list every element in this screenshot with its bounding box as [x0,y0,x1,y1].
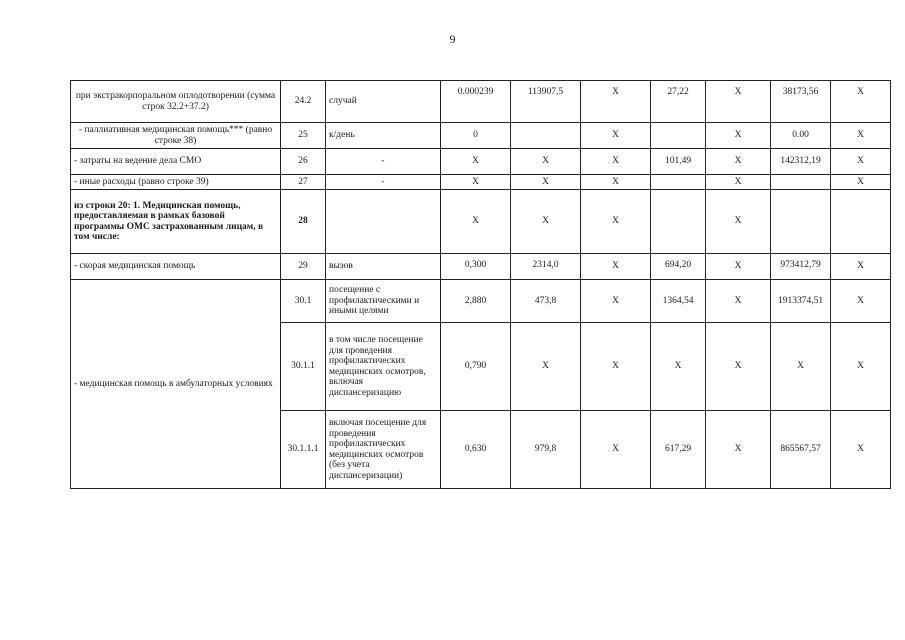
value-cell: 1913374,51 [771,280,831,323]
value-cell: 1364,54 [651,280,706,323]
value-cell: X [831,149,891,175]
value-cell: X [581,254,651,280]
value-cell [831,190,891,254]
row-name: - паллиативная медицинская помощь*** (равно строке 38) [71,123,281,149]
value-cell: 0 [441,123,511,149]
table-row [71,81,891,123]
value-cell: X [581,81,651,123]
row-unit [326,190,441,254]
row-unit: к/день [326,123,441,149]
row-name: из строки 20: 1. Медицинская помощь, предоставляемая в рамках базовой программы ОМС застрахованным лицам, в том числе: [71,190,281,254]
value-cell: 38173,56 [771,81,831,123]
value-cell: X [706,123,771,149]
value-cell: 0,630 [441,411,511,489]
row-unit: - [326,175,441,190]
value-cell: X [831,411,891,489]
table-row [71,149,891,175]
value-cell [771,175,831,190]
value-cell: 2,880 [441,280,511,323]
value-cell: 973412,79 [771,254,831,280]
row-name: - иные расходы (равно строке 39) [71,175,281,190]
value-cell: X [581,411,651,489]
value-cell: X [511,190,581,254]
row-code: 24.2 [281,81,326,123]
value-cell: X [771,323,831,411]
row-code: 26 [281,149,326,175]
value-cell: 865567,57 [771,411,831,489]
value-cell: X [831,254,891,280]
value-cell: X [511,149,581,175]
value-cell: X [706,190,771,254]
value-cell: 142312,19 [771,149,831,175]
value-cell: X [706,81,771,123]
row-unit: - [326,149,441,175]
value-cell: X [581,190,651,254]
amb-group-name: - медицинская помощь в амбулаторных условиях [71,280,281,489]
value-cell: X [831,81,891,123]
value-cell: X [651,323,706,411]
value-cell: X [581,123,651,149]
row-unit: случай [326,81,441,123]
value-cell: X [706,254,771,280]
value-cell: X [706,411,771,489]
page-number: 9 [449,32,456,46]
value-cell: X [831,323,891,411]
value-cell [651,123,706,149]
row-name: - затраты на ведение дела СМО [71,149,281,175]
table-row [71,254,891,280]
value-cell: X [581,175,651,190]
value-cell: 0,300 [441,254,511,280]
value-cell: 27,22 [651,81,706,123]
value-cell: X [581,323,651,411]
row-code: 25 [281,123,326,149]
value-cell [651,190,706,254]
value-cell: X [581,149,651,175]
table-row [71,175,891,190]
value-cell: X [831,123,891,149]
row-unit: включая посещение для проведения профилактических медицинских осмотров (без учета диспансеризации) [326,411,441,489]
table-row [71,123,891,149]
value-cell: X [511,175,581,190]
value-cell: 617,29 [651,411,706,489]
value-cell: 979,8 [511,411,581,489]
row-code: 27 [281,175,326,190]
value-cell: X [441,149,511,175]
row-name: - скорая медицинская помощь [71,254,281,280]
value-cell: 101,49 [651,149,706,175]
row-code: 30.1.1.1 [281,411,326,489]
row-code: 29 [281,254,326,280]
value-cell: 113907,5 [511,81,581,123]
row-code: 30.1 [281,280,326,323]
row-unit: в том числе посещение для проведения профилактических медицинских осмотров, включая диспансеризацию [326,323,441,411]
table-row [71,280,891,323]
value-cell: X [441,175,511,190]
value-cell: 473,8 [511,280,581,323]
row-name: при экстракорпоральном оплодотворении (сумма строк 32.2+37.2) [71,81,281,123]
table-row [71,190,891,254]
row-code: 30.1.1 [281,323,326,411]
value-cell: 0,790 [441,323,511,411]
value-cell: X [706,149,771,175]
value-cell [651,175,706,190]
financing-table [70,80,891,489]
value-cell: X [581,280,651,323]
value-cell [511,123,581,149]
row-unit: вызов [326,254,441,280]
value-cell: X [706,280,771,323]
value-cell: X [706,323,771,411]
value-cell: 694,20 [651,254,706,280]
row-code: 28 [281,190,326,254]
value-cell: X [511,323,581,411]
value-cell: 0.00 [771,123,831,149]
value-cell [771,190,831,254]
value-cell: 2314,0 [511,254,581,280]
row-unit: посещение с профилактическими и иными целями [326,280,441,323]
value-cell: X [831,175,891,190]
value-cell: 0.000239 [441,81,511,123]
value-cell: X [706,175,771,190]
value-cell: X [441,190,511,254]
value-cell: X [831,280,891,323]
